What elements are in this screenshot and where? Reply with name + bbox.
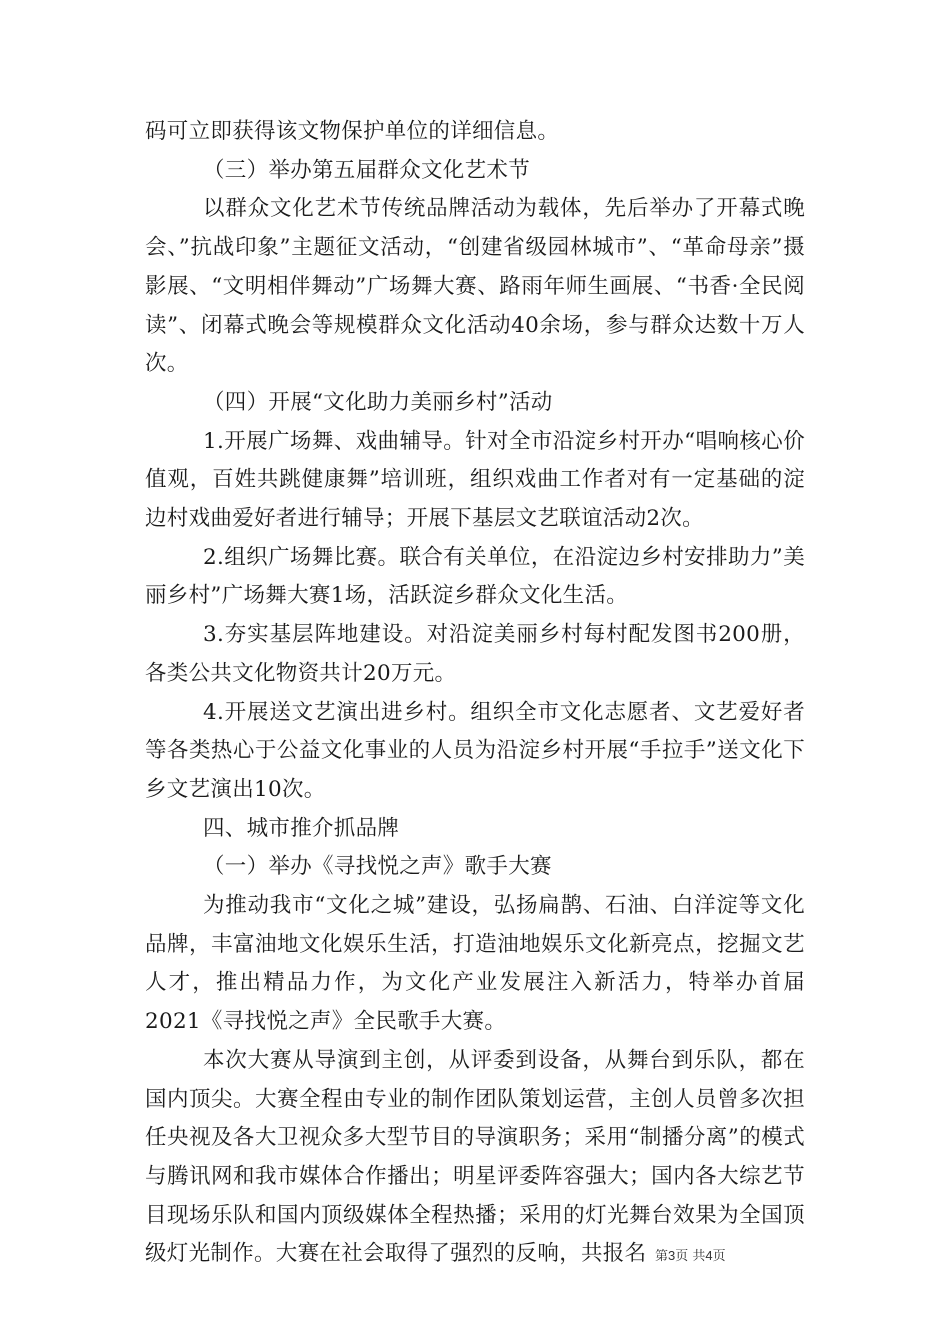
list-item: 3.夯实基层阵地建设。对沿淀美丽乡村每村配发图书200册，各类公共文化物资共计20万元。 — [145, 622, 805, 686]
total-pages-number: 4 — [705, 1248, 713, 1263]
paragraph: 本次大赛从导演到主创，从评委到设备，从舞台到乐队，都在国内顶尖。大赛全程由专业的制作团队策划运营，主创人员曾多次担任央视及各大卫视众多大型节目的导演职务；采用“制播分离”的模式与腾讯网和我市媒体合作播出；明星评委阵容强大；国内各大综艺节目现场乐队和国内顶级媒体全程热播；采用的灯光舞台效果为全国顶级灯光制作。大赛在社会取得了强烈的反响，共报名 — [145, 1047, 805, 1267]
list-item: 1.开展广场舞、戏曲辅导。针对全市沿淀乡村开办“唱响核心价值观，百姓共跳健康舞”培训班，组织戏曲工作者对有一定基础的淀边村戏曲爱好者进行辅导；开展下基层文艺联谊活动2次。 — [145, 428, 805, 532]
footer-prefix: 第 — [655, 1249, 669, 1264]
page-number-footer — [655, 1245, 726, 1264]
paragraph: 码可立即获得该文物保护单位的详细信息。 — [145, 119, 560, 144]
list-item: 2.组织广场舞比赛。联合有关单位，在沿淀边乡村安排助力”美丽乡村”广场舞大赛1场，活跃淀乡群众文化生活。 — [145, 544, 805, 609]
footer-middle: 页 共 — [675, 1249, 706, 1264]
section-heading: （四）开展“文化助力美丽乡村”活动 — [203, 389, 553, 415]
section-heading: 四、城市推介抓品牌 — [203, 815, 400, 841]
footer-suffix: 页 — [712, 1249, 726, 1264]
paragraph: 以群众文化艺术节传统品牌活动为载体，先后举办了开幕式晚会、”抗战印象”主题征文活动，“创建省级园林城市”、“革命母亲”摄影展、“文明相伴舞动”广场舞大赛、路雨年师生画展、“书香·全民阅读”、闭幕式晚会等规模群众文化活动40余场，参与群众达数十万人次。 — [145, 196, 805, 377]
section-heading: （一）举办《寻找悦之声》歌手大赛 — [203, 854, 552, 880]
list-item: 4.开展送文艺演出进乡村。组织全市文化志愿者、文艺爱好者等各类热心于公益文化事业的人员为沿淀乡村开展“手拉手”送文化下乡文艺演出10次。 — [145, 699, 805, 802]
current-page-number: 3 — [668, 1248, 676, 1263]
document-body — [145, 113, 805, 1274]
paragraph: 为推动我市“文化之城”建设，弘扬扁鹊、石油、白洋淀等文化品牌，丰富油地文化娱乐生活，打造油地娱乐文化新亮点，挖掘文艺人才，推出精品力作，为文化产业发展注入新活力，特举办首届2021《寻找悦之声》全民歌手大赛。 — [145, 893, 805, 1035]
section-heading: （三）举办第五届群众文化艺术节 — [203, 157, 531, 183]
